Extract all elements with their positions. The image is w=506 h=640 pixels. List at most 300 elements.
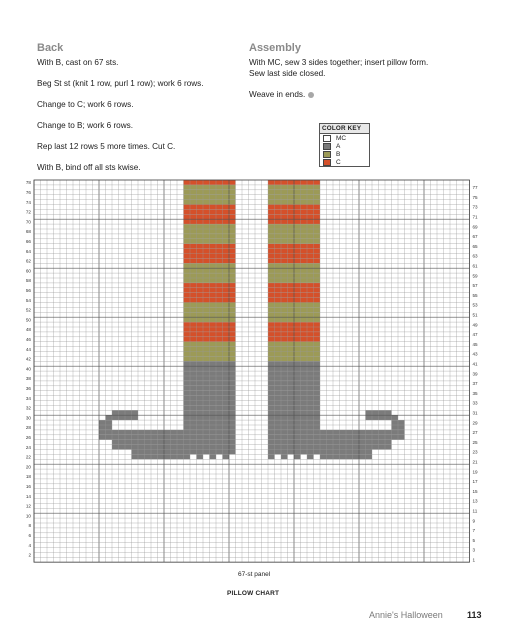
chart-cell-a [268, 366, 275, 371]
chart-cell-c [190, 180, 197, 185]
chart-cell-a [359, 454, 366, 459]
chart-cell-a [307, 366, 314, 371]
row-number-right: 75 [472, 194, 478, 200]
chart-cell-c [210, 209, 217, 214]
chart-cell-a [268, 430, 275, 435]
chart-cell-b [314, 224, 321, 229]
chart-cell-b [229, 342, 236, 347]
chart-cell-b [288, 190, 295, 195]
chart-cell-b [307, 273, 314, 278]
chart-cell-c [288, 327, 295, 332]
chart-cell-c [203, 244, 210, 249]
chart-cell-a [340, 454, 347, 459]
chart-cell-a [294, 396, 301, 401]
chart-cell-a [203, 391, 210, 396]
chart-cell-c [184, 327, 191, 332]
chart-cell-c [314, 283, 321, 288]
chart-cell-a [275, 401, 282, 406]
chart-cell-b [314, 185, 321, 190]
chart-cell-a [177, 450, 184, 455]
chart-cell-c [301, 332, 308, 337]
chart-cell-b [216, 317, 223, 322]
chart-cell-b [223, 268, 230, 273]
chart-cell-c [314, 332, 321, 337]
chart-cell-a [223, 435, 230, 440]
chart-cell-c [314, 288, 321, 293]
color-key-label-mc: MC [336, 134, 347, 142]
chart-cell-b [216, 263, 223, 268]
chart-cell-c [197, 258, 204, 263]
chart-cell-b [294, 273, 301, 278]
row-number-left: 56 [25, 287, 31, 293]
chart-cell-c [190, 327, 197, 332]
chart-cell-b [210, 347, 217, 352]
chart-cell-c [184, 288, 191, 293]
chart-cell-a [171, 440, 178, 445]
chart-cell-a [294, 445, 301, 450]
chart-cell-c [197, 219, 204, 224]
chart-cell-a [184, 410, 191, 415]
chart-cell-a [307, 401, 314, 406]
chart-cell-c [229, 219, 236, 224]
chart-cell-b [294, 342, 301, 347]
chart-cell-c [288, 322, 295, 327]
chart-cell-c [184, 219, 191, 224]
chart-cell-a [106, 420, 113, 425]
chart-cell-b [307, 239, 314, 244]
chart-cell-b [301, 342, 308, 347]
chart-cell-a [314, 445, 321, 450]
chart-cell-b [190, 195, 197, 200]
chart-cell-a [223, 401, 230, 406]
chart-cell-b [294, 347, 301, 352]
chart-cell-a [151, 454, 158, 459]
chart-cell-b [184, 342, 191, 347]
chart-cell-c [275, 293, 282, 298]
chart-cell-a [184, 445, 191, 450]
chart-cell-b [190, 239, 197, 244]
chart-cell-c [288, 288, 295, 293]
chart-cell-c [314, 293, 321, 298]
chart-cell-c [210, 298, 217, 303]
chart-cell-a [223, 440, 230, 445]
chart-cell-a [314, 415, 321, 420]
row-number-right: 3 [472, 547, 476, 553]
chart-cell-b [275, 307, 282, 312]
chart-cell-b [314, 347, 321, 352]
chart-cell-a [268, 445, 275, 450]
chart-cell-a [392, 425, 399, 430]
chart-cell-b [210, 185, 217, 190]
row-number-left: 26 [25, 434, 31, 440]
chart-cell-a [346, 450, 353, 455]
chart-cell-b [281, 190, 288, 195]
chart-cell-a [379, 440, 386, 445]
chart-cell-b [184, 234, 191, 239]
chart-cell-a [275, 396, 282, 401]
chart-cell-b [288, 224, 295, 229]
chart-cell-a [281, 415, 288, 420]
chart-cell-a [379, 445, 386, 450]
chart-cell-a [275, 381, 282, 386]
chart-cell-c [223, 205, 230, 210]
chart-cell-c [301, 214, 308, 219]
chart-cell-c [294, 254, 301, 259]
chart-cell-a [184, 396, 191, 401]
chart-cell-a [301, 381, 308, 386]
chart-cell-b [307, 307, 314, 312]
chart-cell-a [314, 450, 321, 455]
chart-cell-b [203, 195, 210, 200]
chart-cell-a [385, 435, 392, 440]
chart-cell-a [151, 450, 158, 455]
chart-cell-b [281, 234, 288, 239]
chart-cell-c [210, 322, 217, 327]
chart-cell-c [210, 214, 217, 219]
back-line-6: With B, bind off all sts kwise. [37, 163, 141, 172]
chart-cell-a [203, 381, 210, 386]
back-heading: Back [37, 42, 64, 54]
chart-cell-a [229, 381, 236, 386]
chart-cell-a [314, 410, 321, 415]
chart-cell-c [307, 337, 314, 342]
row-number-left: 50 [25, 317, 31, 323]
chart-cell-a [203, 415, 210, 420]
chart-cell-b [216, 303, 223, 308]
chart-cell-c [268, 244, 275, 249]
chart-cell-b [301, 356, 308, 361]
chart-cell-c [281, 327, 288, 332]
chart-cell-b [190, 342, 197, 347]
chart-cell-c [294, 258, 301, 263]
chart-cell-a [132, 445, 139, 450]
chart-cell-b [229, 234, 236, 239]
row-number-left: 64 [25, 248, 31, 254]
chart-cell-b [190, 234, 197, 239]
chart-cell-a [145, 435, 152, 440]
chart-cell-c [288, 205, 295, 210]
chart-cell-b [301, 195, 308, 200]
chart-cell-a [197, 450, 204, 455]
chart-cell-b [281, 268, 288, 273]
chart-cell-b [314, 356, 321, 361]
page-number: 113 [467, 610, 482, 620]
row-number-left: 60 [25, 268, 31, 274]
row-number-left: 2 [28, 552, 31, 558]
row-number-right: 73 [472, 204, 478, 210]
chart-cell-a [294, 450, 301, 455]
chart-cell-b [288, 263, 295, 268]
chart-cell-b [223, 342, 230, 347]
chart-cell-b [197, 190, 204, 195]
chart-cell-a [229, 401, 236, 406]
chart-cell-b [281, 356, 288, 361]
chart-cell-c [268, 205, 275, 210]
chart-cell-a [190, 450, 197, 455]
chart-cell-b [288, 273, 295, 278]
chart-cell-c [223, 254, 230, 259]
chart-cell-c [294, 219, 301, 224]
chart-cell-c [314, 254, 321, 259]
chart-cell-c [223, 288, 230, 293]
chart-cell-c [197, 298, 204, 303]
row-number-left: 22 [25, 454, 31, 460]
chart-cell-a [275, 405, 282, 410]
chart-cell-b [216, 239, 223, 244]
chart-cell-b [223, 278, 230, 283]
chart-cell-a [307, 410, 314, 415]
chart-cell-a [223, 450, 230, 455]
chart-cell-a [314, 371, 321, 376]
chart-cell-b [281, 352, 288, 357]
chart-cell-a [379, 435, 386, 440]
chart-cell-a [106, 430, 113, 435]
chart-cell-a [229, 386, 236, 391]
chart-cell-a [275, 371, 282, 376]
chart-cell-c [203, 298, 210, 303]
chart-cell-c [210, 249, 217, 254]
chart-cell-a [268, 425, 275, 430]
chart-cell-b [216, 234, 223, 239]
chart-cell-c [216, 249, 223, 254]
chart-cell-a [314, 381, 321, 386]
chart-cell-b [281, 200, 288, 205]
chart-cell-a [210, 376, 217, 381]
chart-cell-c [288, 332, 295, 337]
chart-cell-b [203, 352, 210, 357]
chart-cell-c [275, 258, 282, 263]
chart-cell-a [190, 366, 197, 371]
chart-cell-c [210, 283, 217, 288]
chart-cell-a [301, 371, 308, 376]
chart-cell-a [301, 391, 308, 396]
back-line-2: Beg St st (knit 1 row, purl 1 row); work 6 rows. [37, 79, 204, 88]
chart-cell-c [288, 254, 295, 259]
chart-cell-c [184, 205, 191, 210]
chart-cell-a [268, 420, 275, 425]
chart-cell-b [229, 317, 236, 322]
chart-cell-c [281, 293, 288, 298]
chart-cell-a [203, 386, 210, 391]
chart-cell-c [216, 293, 223, 298]
row-number-left: 24 [25, 444, 31, 450]
chart-cell-a [125, 415, 132, 420]
chart-cell-a [268, 391, 275, 396]
chart-cell-b [216, 224, 223, 229]
chart-cell-a [210, 450, 217, 455]
chart-cell-c [229, 337, 236, 342]
chart-cell-a [307, 450, 314, 455]
chart-cell-a [197, 376, 204, 381]
chart-cell-b [223, 312, 230, 317]
chart-cell-a [210, 371, 217, 376]
chart-cell-b [288, 347, 295, 352]
chart-cell-a [314, 391, 321, 396]
chart-cell-a [314, 386, 321, 391]
chart-cell-b [190, 190, 197, 195]
chart-cell-b [210, 224, 217, 229]
chart-cell-c [301, 283, 308, 288]
chart-cell-c [184, 298, 191, 303]
chart-cell-a [190, 420, 197, 425]
chart-cell-a [210, 445, 217, 450]
chart-cell-b [190, 347, 197, 352]
chart-cell-a [281, 381, 288, 386]
chart-cell-b [301, 268, 308, 273]
chart-cell-b [210, 273, 217, 278]
chart-cell-b [314, 278, 321, 283]
chart-cell-a [210, 420, 217, 425]
row-number-left: 14 [25, 493, 31, 499]
chart-cell-a [268, 396, 275, 401]
chart-cell-a [106, 435, 113, 440]
chart-cell-a [184, 386, 191, 391]
chart-cell-a [119, 440, 126, 445]
chart-cell-a [294, 440, 301, 445]
chart-cell-a [145, 430, 152, 435]
chart-cell-a [346, 435, 353, 440]
chart-cell-a [223, 396, 230, 401]
chart-cell-a [314, 420, 321, 425]
chart-cell-c [301, 258, 308, 263]
chart-cell-b [197, 234, 204, 239]
chart-cell-a [307, 405, 314, 410]
chart-cell-a [294, 420, 301, 425]
chart-cell-b [216, 195, 223, 200]
chart-cell-a [288, 361, 295, 366]
chart-cell-a [385, 415, 392, 420]
chart-cell-a [301, 366, 308, 371]
row-number-right: 25 [472, 439, 478, 445]
chart-cell-b [281, 224, 288, 229]
chart-cell-b [190, 303, 197, 308]
chart-cell-b [268, 224, 275, 229]
chart-cell-a [190, 440, 197, 445]
chart-cell-b [184, 303, 191, 308]
chart-cell-a [210, 440, 217, 445]
chart-cell-b [268, 185, 275, 190]
chart-cell-a [340, 450, 347, 455]
chart-cell-a [119, 430, 126, 435]
chart-cell-a [379, 415, 386, 420]
row-number-left: 54 [25, 297, 31, 303]
chart-cell-b [223, 263, 230, 268]
chart-cell-c [210, 244, 217, 249]
chart-cell-c [190, 288, 197, 293]
chart-cell-a [275, 366, 282, 371]
chart-cell-c [223, 293, 230, 298]
chart-cell-b [184, 263, 191, 268]
chart-cell-a [268, 405, 275, 410]
row-number-right: 7 [472, 528, 476, 534]
chart-cell-c [184, 180, 191, 185]
chart-cell-a [190, 425, 197, 430]
chart-cell-a [164, 435, 171, 440]
chart-cell-c [281, 258, 288, 263]
chart-cell-a [164, 450, 171, 455]
chart-cell-a [314, 425, 321, 430]
chart-cell-b [184, 239, 191, 244]
chart-cell-a [223, 415, 230, 420]
chart-cell-a [171, 435, 178, 440]
chart-cell-b [223, 229, 230, 234]
chart-cell-a [190, 396, 197, 401]
chart-cell-b [184, 307, 191, 312]
chart-cell-b [275, 195, 282, 200]
chart-cell-c [294, 327, 301, 332]
chart-cell-c [268, 293, 275, 298]
chart-cell-b [294, 190, 301, 195]
chart-cell-a [190, 371, 197, 376]
chart-cell-c [288, 249, 295, 254]
chart-cell-a [125, 445, 132, 450]
chart-cell-b [197, 200, 204, 205]
chart-cell-a [158, 435, 165, 440]
chart-cell-c [223, 214, 230, 219]
row-number-right: 45 [472, 341, 478, 347]
chart-cell-a [288, 366, 295, 371]
row-number-left: 46 [25, 336, 31, 342]
chart-cell-a [132, 415, 139, 420]
chart-cell-c [268, 249, 275, 254]
chart-cell-b [203, 307, 210, 312]
chart-cell-a [294, 376, 301, 381]
chart-cell-a [385, 430, 392, 435]
chart-cell-b [275, 347, 282, 352]
chart-cell-a [275, 361, 282, 366]
chart-cell-a [314, 430, 321, 435]
chart-cell-c [203, 205, 210, 210]
row-number-right: 41 [472, 361, 478, 367]
chart-cell-a [288, 405, 295, 410]
chart-cell-a [184, 430, 191, 435]
chart-cell-c [190, 258, 197, 263]
chart-cell-a [184, 450, 191, 455]
chart-cell-a [275, 420, 282, 425]
chart-cell-a [320, 435, 327, 440]
chart-cell-c [190, 214, 197, 219]
chart-cell-a [294, 391, 301, 396]
chart-cell-a [216, 440, 223, 445]
chart-cell-b [223, 185, 230, 190]
chart-cell-a [314, 366, 321, 371]
chart-cell-c [281, 209, 288, 214]
chart-cell-b [314, 268, 321, 273]
chart-cell-b [216, 185, 223, 190]
chart-cell-c [203, 254, 210, 259]
chart-cell-a [288, 391, 295, 396]
chart-cell-a [301, 425, 308, 430]
chart-cell-b [281, 195, 288, 200]
chart-cell-a [99, 425, 106, 430]
chart-cell-c [288, 219, 295, 224]
chart-cell-a [366, 435, 373, 440]
chart-cell-a [307, 381, 314, 386]
chart-cell-c [294, 205, 301, 210]
chart-cell-c [301, 209, 308, 214]
chart-cell-a [294, 435, 301, 440]
chart-cell-a [301, 361, 308, 366]
chart-cell-a [125, 440, 132, 445]
chart-cell-c [307, 258, 314, 263]
chart-cell-a [301, 396, 308, 401]
chart-cell-a [307, 361, 314, 366]
chart-cell-b [203, 278, 210, 283]
chart-cell-c [229, 205, 236, 210]
chart-cell-a [190, 376, 197, 381]
chart-cell-a [275, 430, 282, 435]
chart-cell-c [268, 337, 275, 342]
